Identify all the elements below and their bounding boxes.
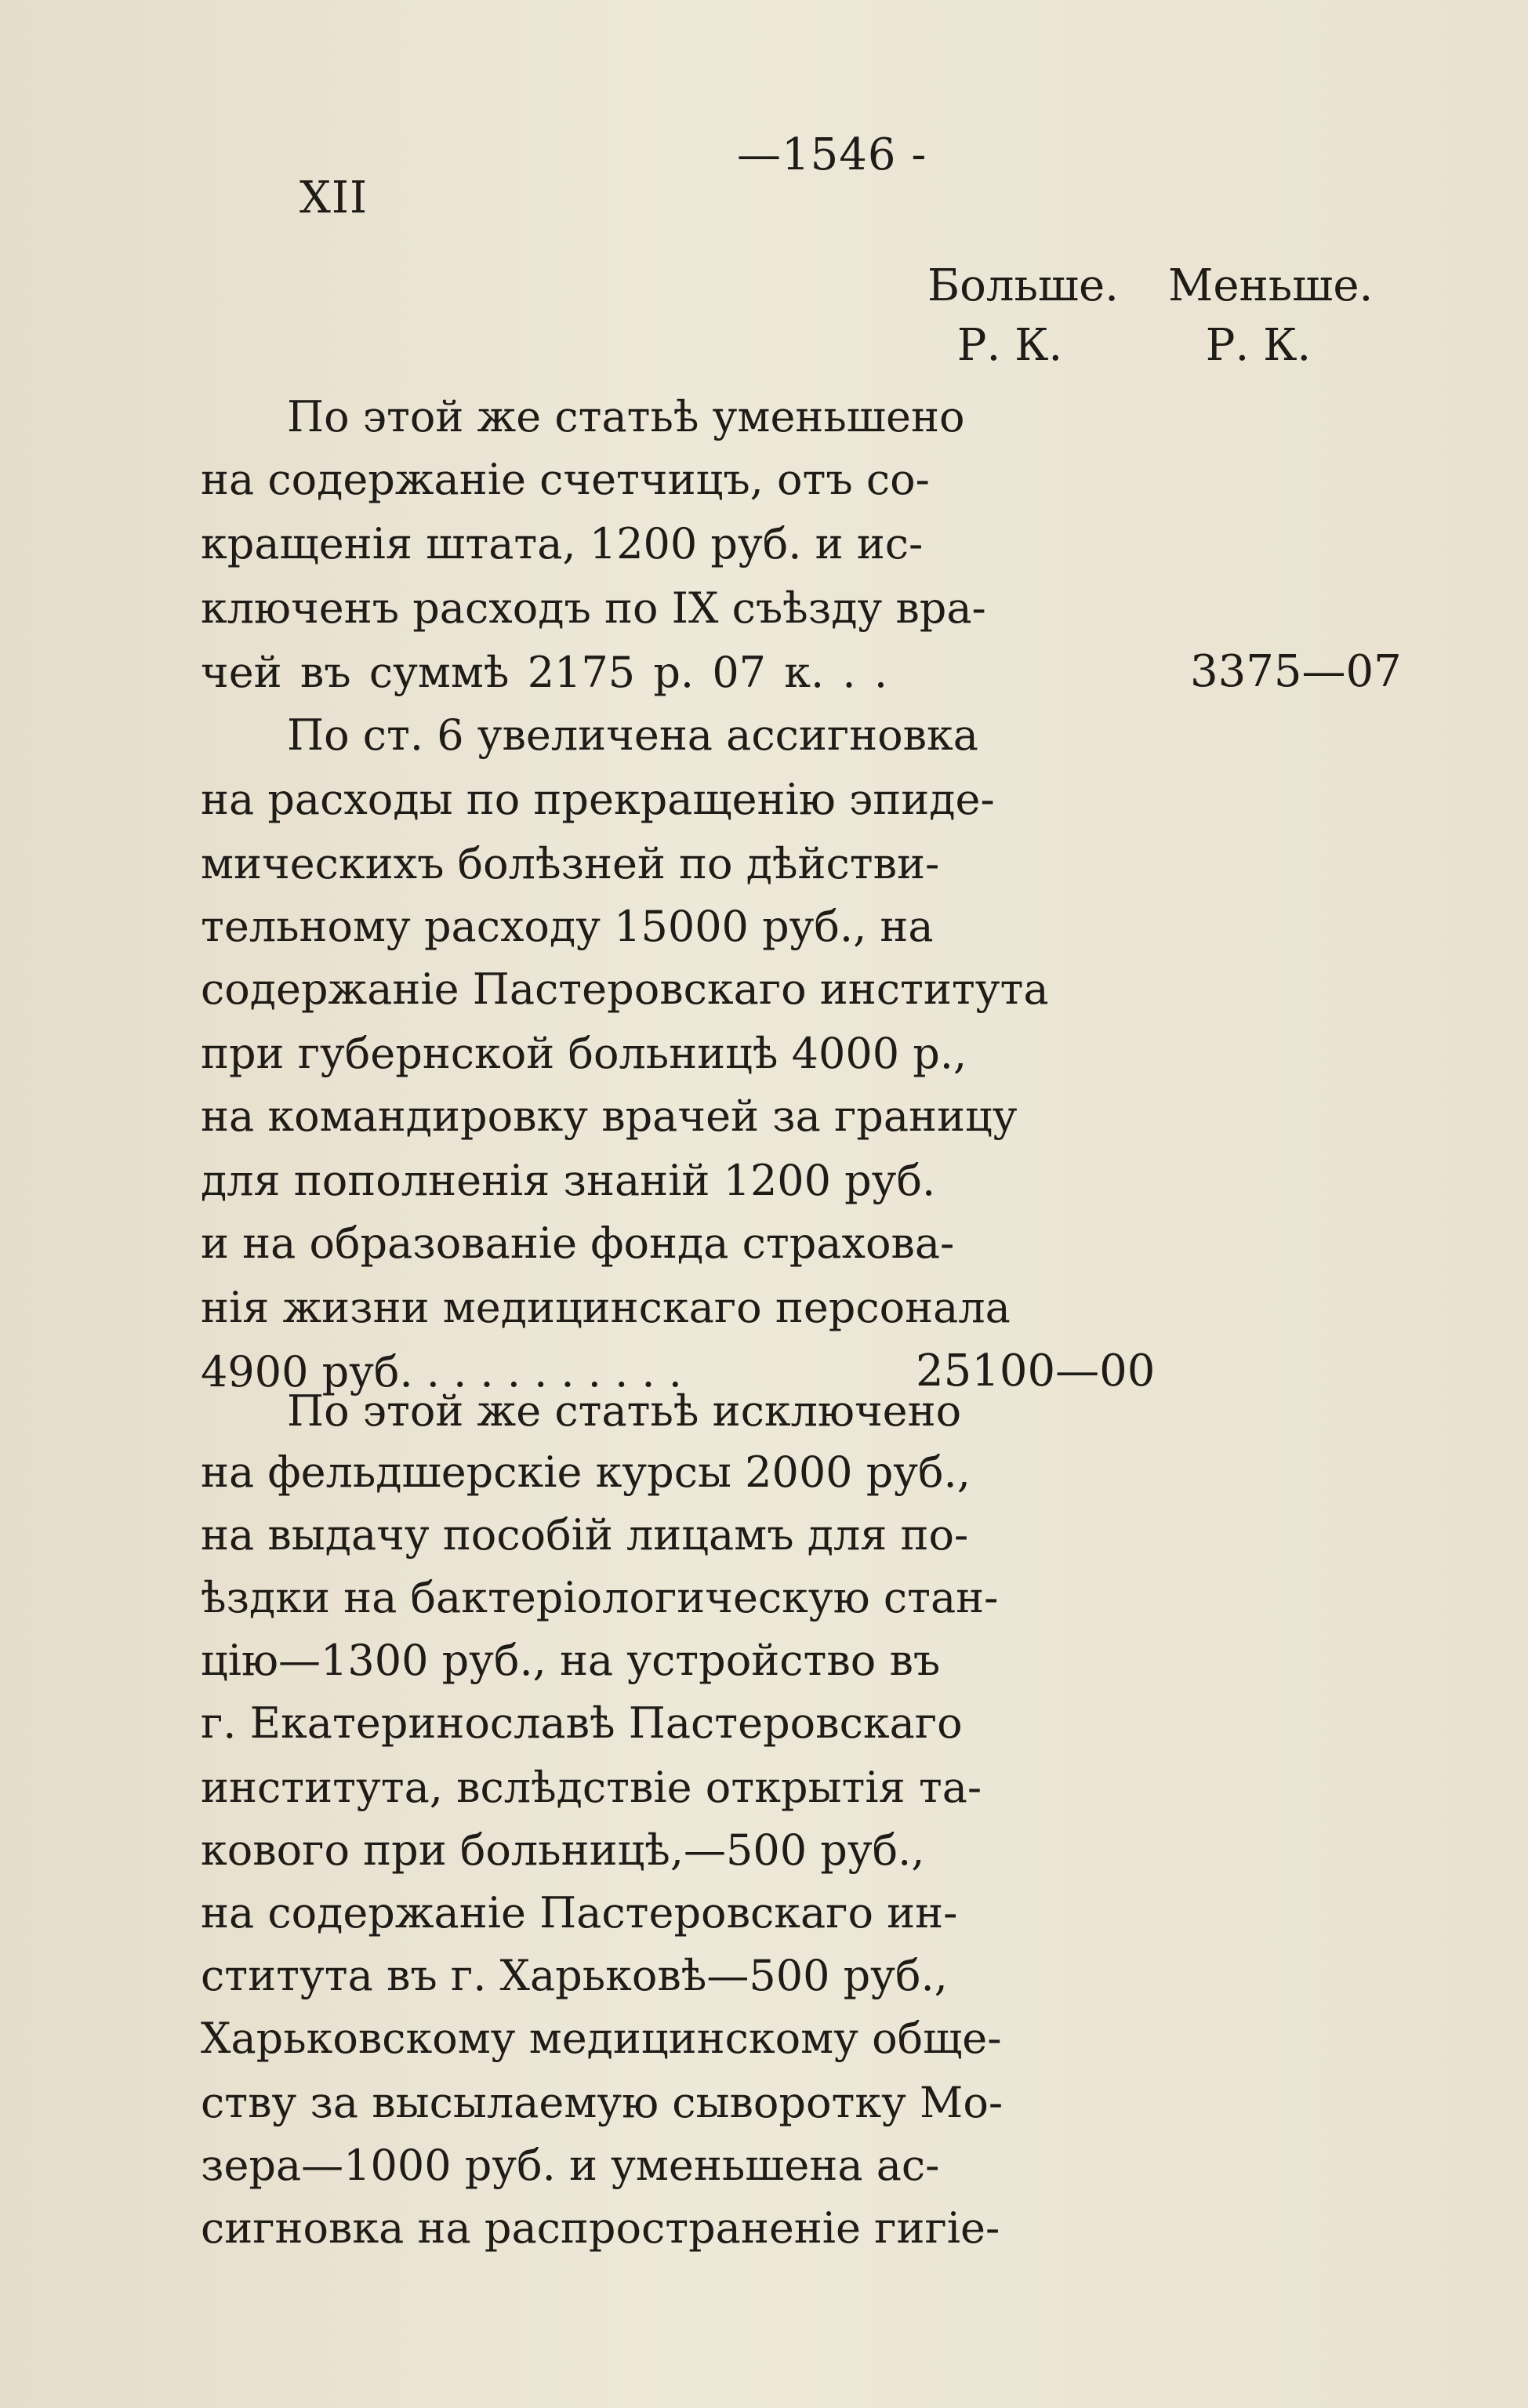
text-line: на фельдшерскіе курсы 2000 руб.,: [201, 1447, 971, 1497]
text-line: г. Екатеринославѣ Пастеровскаго: [201, 1698, 963, 1748]
text-line: кового при больницѣ,—500 руб.,: [201, 1825, 925, 1875]
text-line: на командировку врачей за границу: [201, 1091, 1018, 1141]
text-line: ству за высылаемую сыворотку Мо-: [201, 2078, 1004, 2127]
text-line: на расходы по прекращенію эпиде-: [201, 775, 995, 824]
section-label: XII: [299, 173, 368, 223]
column-header-less: Меньше.: [1168, 260, 1374, 311]
text-line: зера—1000 руб. и уменьшена ас-: [201, 2141, 940, 2190]
text-line: По этой же статьѣ исключено: [287, 1386, 962, 1436]
text-line: тельному расходу 15000 руб., на: [201, 902, 934, 951]
text-line: кращенія штата, 1200 руб. и ис-: [201, 519, 924, 568]
text-line: при губернской больницѣ 4000 р.,: [201, 1029, 967, 1078]
text-line: мическихъ болѣзней по дѣйстви-: [201, 839, 940, 888]
text-line: Харьковскому медицинскому обще-: [201, 2014, 1002, 2063]
page-number: —1546 -: [737, 129, 927, 180]
text-line: ключенъ расходъ по IX съѣзду вра-: [201, 583, 986, 633]
text-line: цію—1300 руб., на устройство въ: [201, 1636, 941, 1685]
text-line: сигновка на распространеніе гигіе-: [201, 2203, 1000, 2253]
text-line: для пополненія знаній 1200 руб.: [201, 1156, 936, 1205]
text-line: ститута въ г. Харьковѣ—500 руб.,: [201, 1951, 948, 2000]
text-line: нія жизни медицинскаго персонала: [201, 1283, 1011, 1332]
text-line: на содержаніе Пастеровскаго ин-: [201, 1888, 958, 1938]
column-units-more: Р. К.: [956, 320, 1063, 371]
text-line: института, вслѣдствіе открытія та-: [201, 1763, 982, 1812]
text-line: на содержаніе счетчицъ, отъ со-: [201, 455, 930, 504]
text-line: По ст. 6 увеличена ассигновка: [287, 710, 978, 760]
column-units-less: Р. К.: [1205, 320, 1312, 371]
text-line: чей въ суммѣ 2175 р. 07 к. . .: [201, 648, 887, 697]
text-line: По этой же статьѣ уменьшено: [287, 392, 965, 441]
column-header-more: Больше.: [927, 260, 1119, 311]
text-line: содержаніе Пастеровскаго института: [201, 964, 1049, 1014]
text-line: и на образованіе фонда страхова-: [201, 1219, 955, 1268]
text-line: на выдачу пособій лицамъ для по-: [201, 1510, 969, 1560]
text-line: ѣздки на бактеріологическую стан-: [201, 1573, 999, 1622]
text-line: 4900 руб. . . . . . . . . . .: [201, 1347, 682, 1396]
amount-more: 25100—00: [916, 1346, 1156, 1396]
amount-less: 3375—07: [1190, 646, 1402, 697]
